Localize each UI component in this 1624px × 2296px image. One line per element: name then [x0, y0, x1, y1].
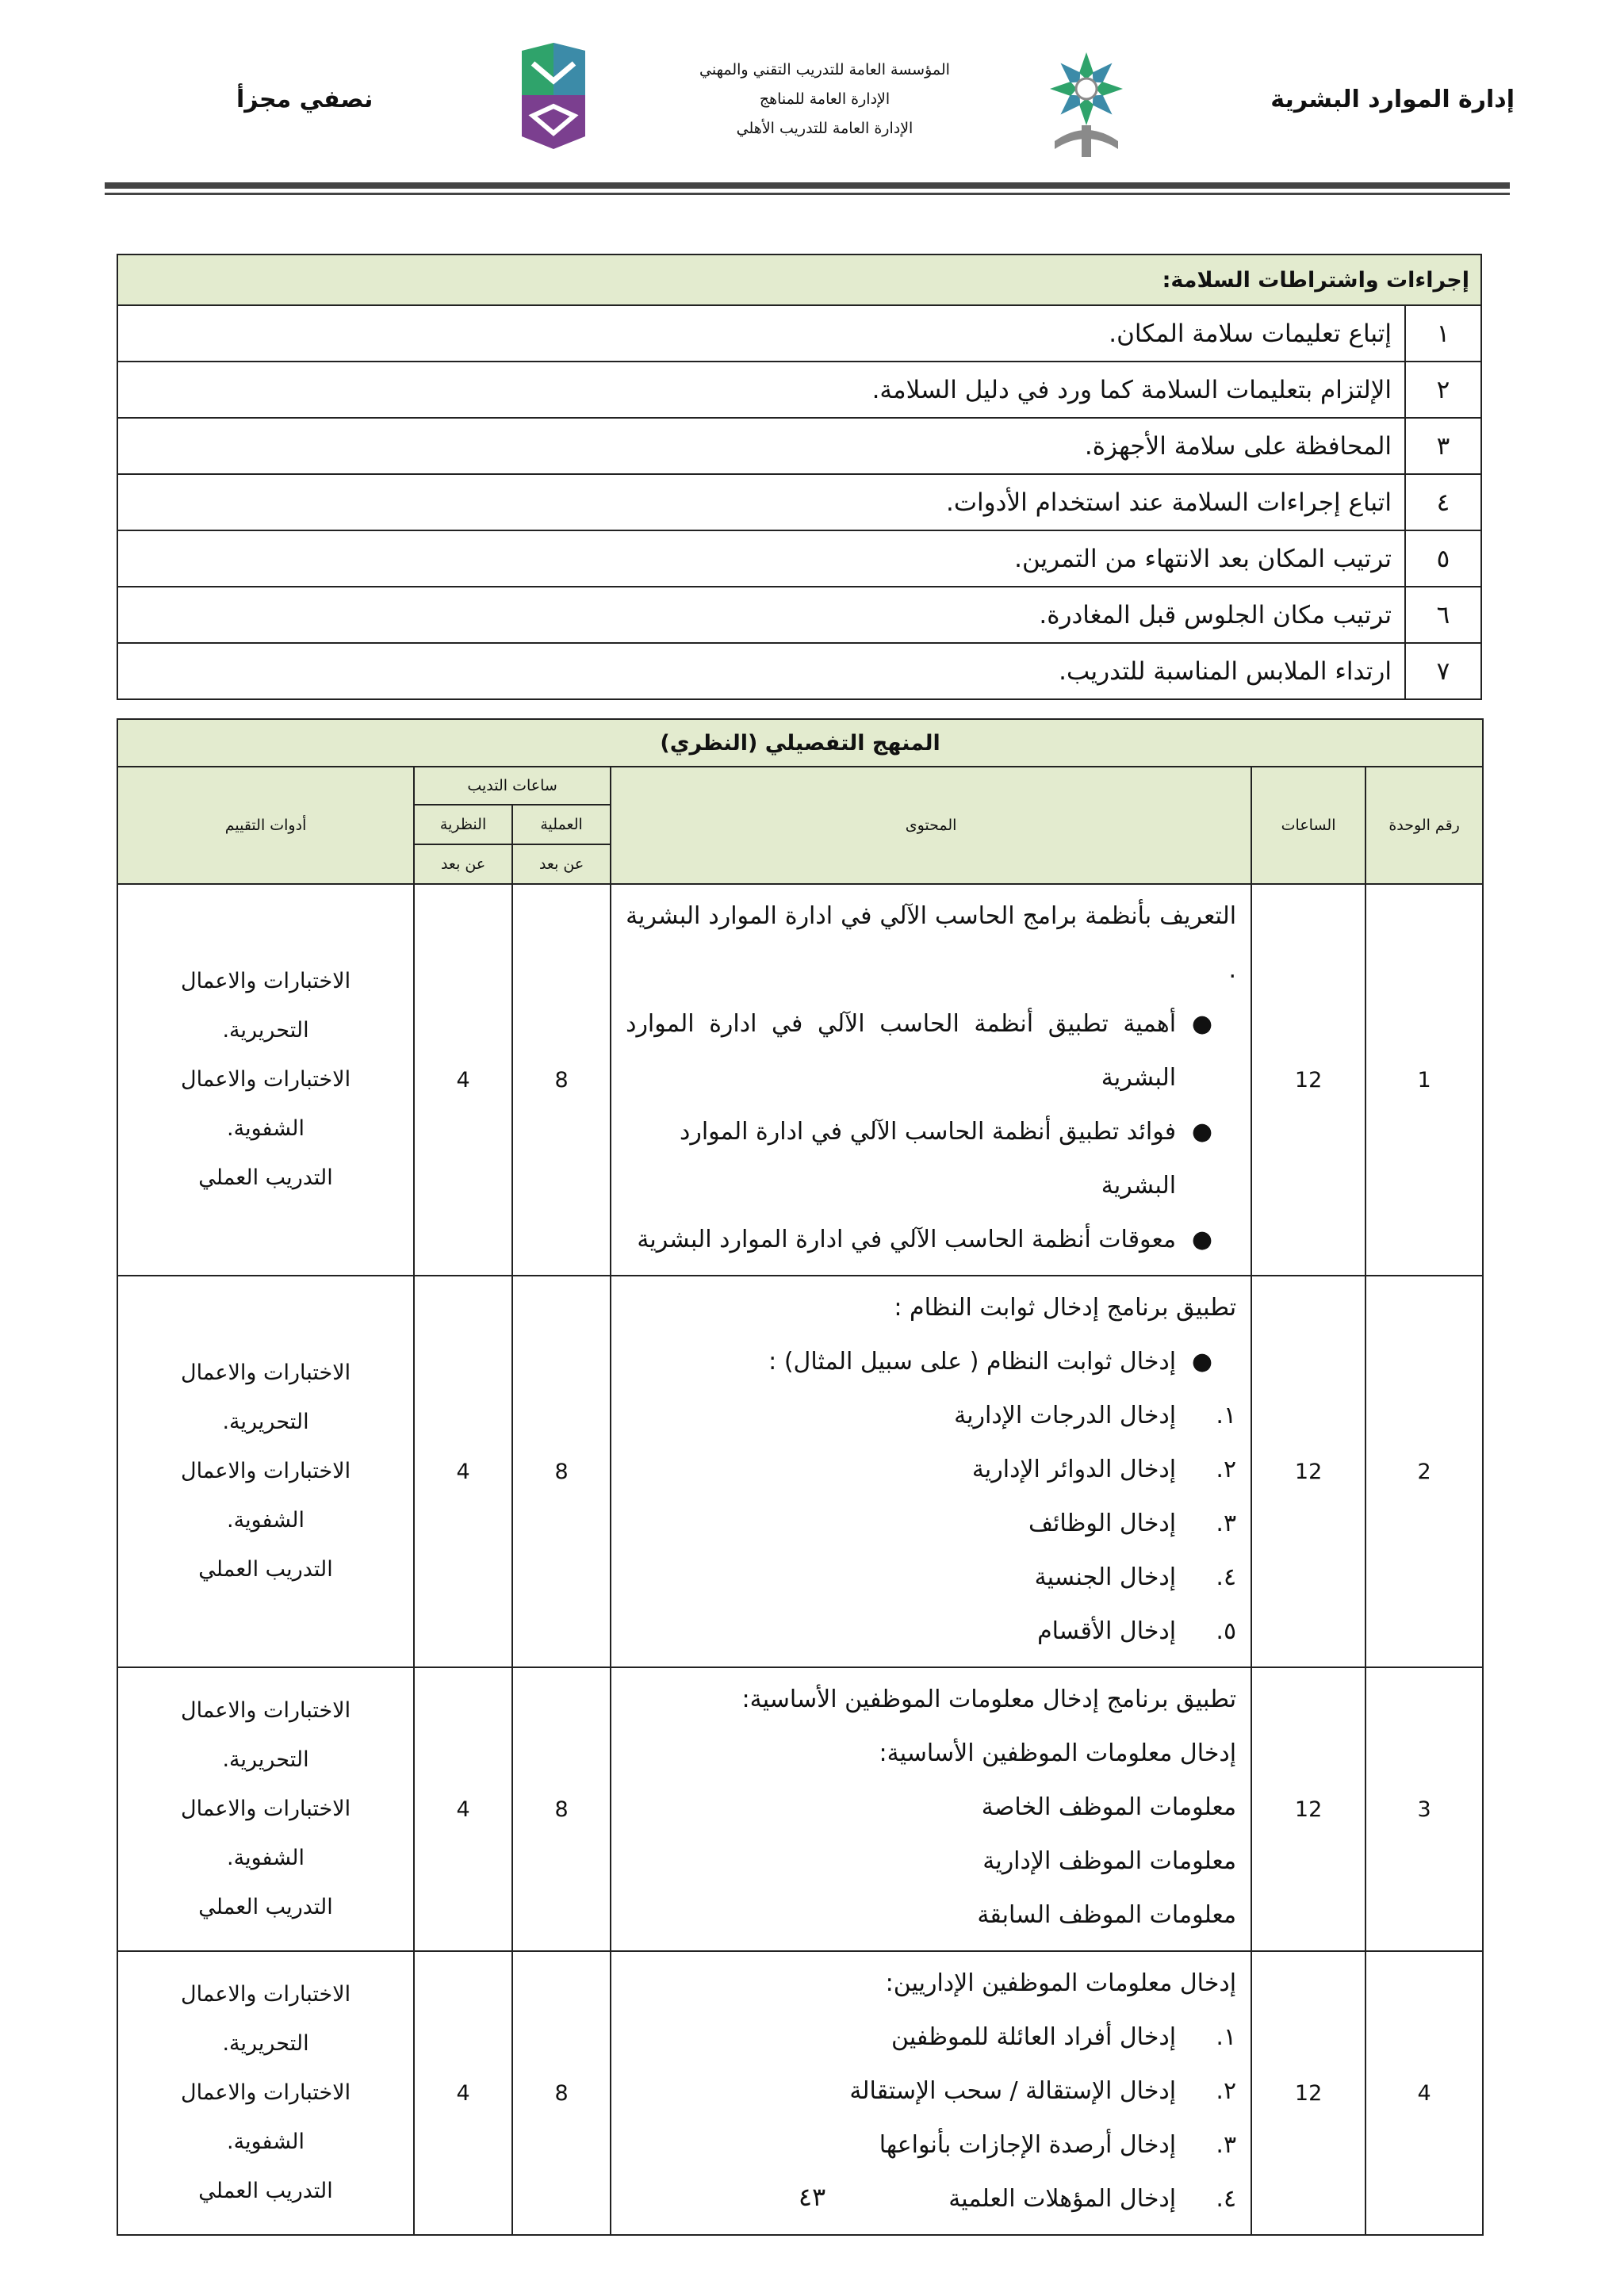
- curriculum-row: [117, 884, 1483, 1276]
- col-header-practical: العملية: [512, 805, 611, 844]
- department-title: إدارة الموارد البشرية: [1270, 86, 1515, 113]
- unit-number: 2: [1365, 1276, 1483, 1667]
- tvtc-star-logo: [1031, 40, 1142, 168]
- item-marker: ١.: [1216, 2023, 1237, 2051]
- tools-line: الاختبارات والاعمال: [180, 1459, 351, 1483]
- bullet-dot-icon: ●: [1191, 1118, 1213, 1146]
- item-text: إدخال الدرجات الإدارية: [954, 1402, 1177, 1429]
- safety-item-number: ٢: [1405, 362, 1481, 418]
- col-header-hours: الساعات: [1251, 767, 1365, 884]
- tools-line: الشفوية.: [227, 1846, 305, 1870]
- item-marker: ١.: [1216, 1402, 1237, 1429]
- item-text: إدخال الدوائر الإدارية: [971, 1456, 1177, 1483]
- item-marker: ٣.: [1216, 2131, 1237, 2159]
- tools-line: الشفوية.: [227, 2130, 305, 2154]
- safety-item-text: المحافظة على سلامة الأجهزة.: [117, 418, 1405, 474]
- content-line: معلومات الموظف السابقة: [977, 1901, 1237, 1929]
- curriculum-header-row: [117, 767, 1483, 805]
- page-number: ٤٣: [798, 2182, 826, 2212]
- item-marker: ٥.: [1216, 1617, 1237, 1645]
- item-marker: ٢.: [1216, 2077, 1237, 2105]
- tools-line: التدريب العملي: [198, 1895, 333, 1919]
- practical-hours: 8: [512, 1951, 611, 2235]
- safety-table: [117, 254, 1482, 700]
- safety-item-text: الإلتزام بتعليمات السلامة كما ورد في دليل السلامة.: [117, 362, 1405, 418]
- bullet-text: أهمية تطبيق أنظمة الحاسب الآلي في ادارة الموارد البشرية: [626, 1010, 1177, 1092]
- header-rule-thin: [105, 193, 1510, 195]
- bullet-item: [626, 997, 1236, 1105]
- safety-header-row: [117, 254, 1481, 305]
- assessment-tools: [117, 1667, 414, 1951]
- item-marker: ٢.: [1216, 1456, 1237, 1483]
- practical-hours: 8: [512, 1667, 611, 1951]
- col-header-remote-practical: عن بعد: [512, 844, 611, 884]
- safety-row: [117, 362, 1481, 418]
- item-marker: ٤.: [1216, 2185, 1237, 2213]
- tools-line: الشفوية.: [227, 1116, 305, 1141]
- curriculum-row: [117, 1667, 1483, 1951]
- theoretical-hours: 4: [414, 1276, 512, 1667]
- tools-line: التحريرية.: [222, 1410, 309, 1434]
- item-text: إدخال الإستقالة / سحب الإستقالة: [849, 2077, 1177, 2105]
- content-line: معلومات الموظف الإدارية: [982, 1847, 1237, 1875]
- numbered-item: [626, 1497, 1236, 1551]
- tools-line: الاختبارات والاعمال: [180, 2080, 351, 2105]
- theoretical-hours: 4: [414, 1951, 512, 2235]
- safety-item-number: ١: [1405, 305, 1481, 362]
- tools-line: التدريب العملي: [198, 1165, 333, 1190]
- tools-line: التحريرية.: [222, 2031, 309, 2056]
- safety-item-text: إتباع تعليمات سلامة المكان.: [117, 305, 1405, 362]
- numbered-item: [626, 2064, 1236, 2118]
- bullet-dot-icon: ●: [1191, 1348, 1213, 1376]
- institution-lines: [666, 55, 983, 144]
- curriculum-title-row: [117, 719, 1483, 767]
- unit-intro: إدخال معلومات الموظفين الإداريين:: [885, 1969, 1237, 1997]
- tools-line: الاختبارات والاعمال: [180, 1698, 351, 1723]
- private-training-logo: [515, 40, 592, 152]
- institution-line-3: الإدارة العامة للتدريب الأهلي: [736, 120, 914, 137]
- tools-line: الاختبارات والاعمال: [180, 969, 351, 993]
- safety-item-text: ترتيب مكان الجلوس قبل المغادرة.: [117, 587, 1405, 643]
- bullet-item: [626, 1213, 1236, 1267]
- safety-item-text: ترتيب المكان بعد الانتهاء من التمرين.: [117, 530, 1405, 587]
- theoretical-hours: 4: [414, 1667, 512, 1951]
- tools-line: التدريب العملي: [198, 2179, 333, 2203]
- unit-content: [611, 1667, 1251, 1951]
- safety-item-number: ٤: [1405, 474, 1481, 530]
- institution-line-1: المؤسسة العامة للتدريب التقني والمهني: [699, 61, 950, 78]
- unit-content: [611, 1276, 1251, 1667]
- item-text: إدخال أرصدة الإجازات بأنواعها: [879, 2131, 1177, 2159]
- institution-line-2: الإدارة العامة للمناهج: [759, 90, 891, 108]
- tools-line: التحريرية.: [222, 1747, 309, 1772]
- unit-hours: 12: [1251, 1667, 1365, 1951]
- safety-item-number: ٦: [1405, 587, 1481, 643]
- bullet-item: [626, 1105, 1236, 1213]
- practical-hours: 8: [512, 1276, 611, 1667]
- tools-line: الاختبارات والاعمال: [180, 1360, 351, 1385]
- safety-item-text: ارتداء الملابس المناسبة للتدريب.: [117, 643, 1405, 699]
- unit-hours: 12: [1251, 1276, 1365, 1667]
- item-marker: ٤.: [1216, 1563, 1237, 1591]
- curriculum-row: [117, 1276, 1483, 1667]
- practical-hours: 8: [512, 884, 611, 1276]
- item-text: إدخال أفراد العائلة للموظفين: [891, 2023, 1177, 2051]
- content-line: إدخال معلومات الموظفين الأساسية:: [879, 1739, 1237, 1767]
- assessment-tools: [117, 1276, 414, 1667]
- safety-item-text: اتباع إجراءات السلامة عند استخدام الأدوات.: [117, 474, 1405, 530]
- numbered-item: [626, 1389, 1236, 1443]
- col-header-unit: رقم الوحدة: [1365, 767, 1483, 884]
- tools-line: الاختبارات والاعمال: [180, 1067, 351, 1092]
- item-text: إدخال الأقسام: [1037, 1617, 1177, 1645]
- unit-intro: تطبيق برنامج إدخال ثوابت النظام :: [894, 1294, 1237, 1322]
- curriculum-table: [117, 718, 1484, 2236]
- theoretical-hours: 4: [414, 884, 512, 1276]
- unit-hours: 12: [1251, 1951, 1365, 2235]
- numbered-item: [626, 1605, 1236, 1659]
- unit-hours: 12: [1251, 884, 1365, 1276]
- safety-item-number: ٣: [1405, 418, 1481, 474]
- numbered-item: [626, 2118, 1236, 2172]
- bullet-dot-icon: ●: [1191, 1010, 1213, 1038]
- safety-row: [117, 643, 1481, 699]
- unit-number: 4: [1365, 1951, 1483, 2235]
- tools-line: الشفوية.: [227, 1508, 305, 1533]
- unit-number: 3: [1365, 1667, 1483, 1951]
- curriculum-title: المنهج التفصيلي (النظري): [117, 719, 1483, 767]
- assessment-tools: [117, 884, 414, 1276]
- bullet-dot-icon: ●: [1191, 1226, 1213, 1253]
- col-header-tools: أدوات التقييم: [117, 767, 414, 884]
- safety-item-number: ٥: [1405, 530, 1481, 587]
- item-text: إدخال الجنسية: [1034, 1563, 1177, 1591]
- tools-line: الاختبارات والاعمال: [180, 1982, 351, 2007]
- item-text: إدخال المؤهلات العلمية: [948, 2185, 1177, 2213]
- tools-line: الاختبارات والاعمال: [180, 1797, 351, 1821]
- col-header-theoretical: النظرية: [414, 805, 512, 844]
- safety-item-number: ٧: [1405, 643, 1481, 699]
- bullet-text: إدخال ثوابت النظام ( على سبيل المثال) :: [768, 1348, 1177, 1376]
- bullet-text: فوائد تطبيق أنظمة الحاسب الآلي في ادارة الموارد البشرية: [680, 1118, 1177, 1200]
- bullet-text: معوقات أنظمة الحاسب الآلي في ادارة الموارد البشرية: [637, 1226, 1177, 1253]
- safety-row: [117, 418, 1481, 474]
- safety-row: [117, 474, 1481, 530]
- content-line: معلومات الموظف الخاصة: [981, 1793, 1237, 1821]
- safety-row: [117, 530, 1481, 587]
- item-text: إدخال الوظائف: [1028, 1510, 1177, 1537]
- unit-number: 1: [1365, 884, 1483, 1276]
- header-rule-thick: [105, 182, 1510, 189]
- unit-content: [611, 884, 1251, 1276]
- item-marker: ٣.: [1216, 1510, 1237, 1537]
- content-line: تطبيق برنامج إدخال معلومات الموظفين الأساسية:: [741, 1686, 1237, 1713]
- col-header-remote-theoretical: عن بعد: [414, 844, 512, 884]
- col-header-content: المحتوى: [611, 767, 1251, 884]
- numbered-item: [626, 1551, 1236, 1605]
- tools-line: التحريرية.: [222, 1018, 309, 1043]
- bullet-item: [626, 1335, 1236, 1389]
- safety-row: [117, 305, 1481, 362]
- numbered-item: [626, 1443, 1236, 1497]
- safety-row: [117, 587, 1481, 643]
- col-header-training-hours: ساعات التديب: [414, 767, 611, 805]
- numbered-item: [626, 2011, 1236, 2064]
- unit-intro: التعريف بأنظمة برامج الحاسب الآلي في ادارة الموارد البشرية .: [626, 902, 1237, 984]
- safety-title: إجراءات واشتراطات السلامة:: [117, 254, 1481, 305]
- tools-line: التدريب العملي: [198, 1557, 333, 1582]
- course-type-label: نصفي مجزأ: [236, 86, 373, 113]
